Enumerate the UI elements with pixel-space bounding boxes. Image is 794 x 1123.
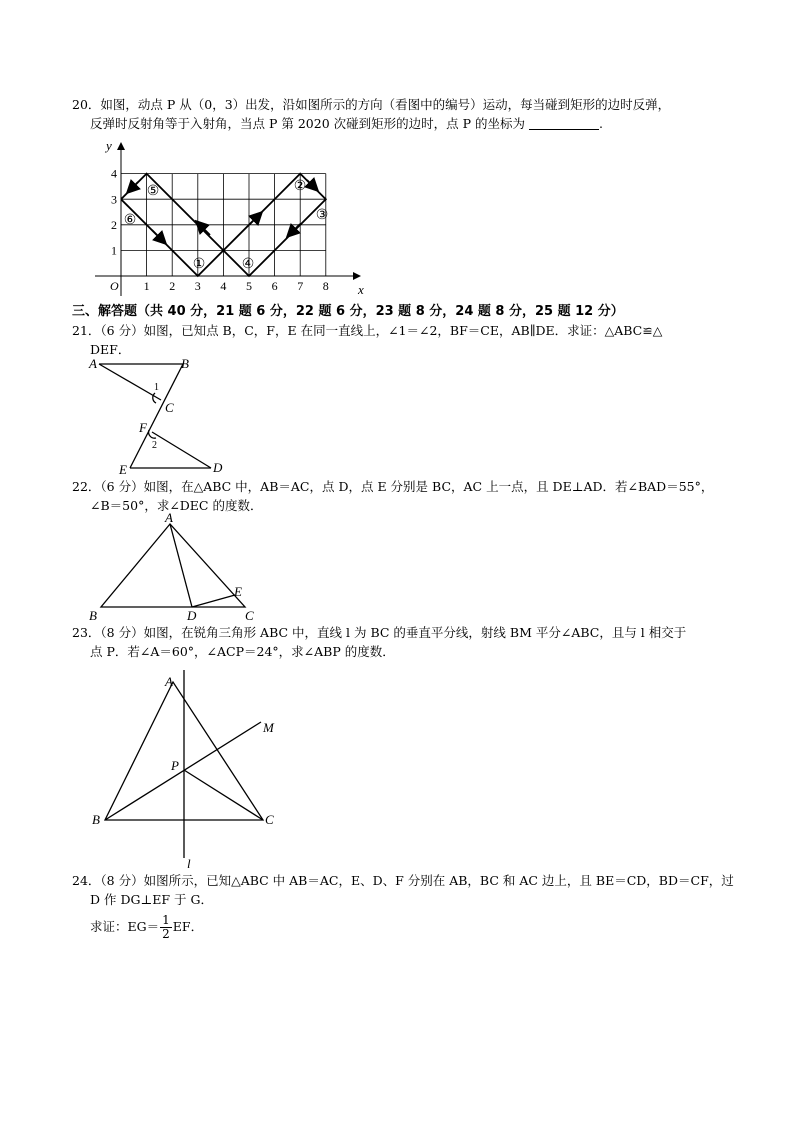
q21-line1: 21．（6 分）如图，已知点 B，C，F，E 在同一直线上，∠1＝∠2，BF＝CE，AB∥DE．求证：△ABC≌△ (72, 323, 663, 338)
q24-line3-prefix: 求证：EG＝ (90, 919, 160, 934)
y-tick: 3 (111, 192, 117, 207)
q24-line3 (90, 911, 203, 943)
marker-2: ② (293, 179, 307, 194)
q21-angle-2: 2 (152, 440, 157, 451)
y-tick: 4 (111, 166, 117, 181)
q20-line1: 20．如图，动点 P 从（0，3）出发，沿如图所示的方向（看图中的编号）运动，每当碰到矩形的边时反弹， (72, 97, 671, 112)
q22-label-E: E (234, 584, 242, 599)
marker-4: ④ (241, 257, 255, 272)
q24-line1: 24．（8 分）如图所示，已知△ABC 中 AB＝AC，E、D、F 分别在 AB，BC 和 AC 边上，且 BE＝CD，BD＝CF，过 (72, 873, 734, 888)
q23-label-P: P (171, 758, 179, 773)
x-tick: 5 (246, 279, 252, 293)
y-axis-label: y (106, 138, 112, 153)
x-tick: 4 (220, 279, 227, 293)
q24-line2: D 作 DG⊥EF 于 G． (90, 892, 213, 907)
q20-grid-figure (90, 138, 380, 298)
q22-line2: ∠B＝50°，求∠DEC 的度数． (90, 498, 263, 513)
x-tick: 6 (271, 279, 278, 293)
marker-1: ① (192, 257, 206, 272)
q23-label-A: A (165, 674, 173, 689)
q20-line2 (90, 115, 603, 133)
marker-6: ⑥ (123, 213, 137, 228)
y-tick: 2 (111, 217, 117, 232)
q22-figure (85, 510, 265, 625)
q22-label-B: B (89, 608, 97, 623)
q22-label-C: C (245, 608, 254, 623)
x-tick: 3 (194, 279, 201, 293)
q23-label-l: l (187, 856, 191, 871)
origin-label: O (110, 279, 119, 293)
q23-label-M: M (263, 720, 274, 735)
x-tick: 8 (322, 279, 329, 293)
x-tick: 7 (297, 279, 304, 293)
q23-line1: 23．（8 分）如图，在锐角三角形 ABC 中，直线 l 为 BC 的垂直平分线，射线 BM 平分∠ABC，且与 l 相交于 (72, 625, 687, 640)
fraction-numerator: 1 (162, 913, 170, 927)
q21-label-D: D (213, 460, 223, 475)
q20-period: . (598, 116, 603, 131)
q22-line1: 22．（6 分）如图，在△ABC 中，AB＝AC，点 D，点 E 分别是 BC，AC 上一点，且 DE⊥AD．若∠BAD＝55°， (72, 479, 714, 494)
q22-label-D: D (187, 608, 197, 623)
y-tick: 1 (111, 243, 117, 258)
q23-label-B: B (92, 812, 100, 827)
q23-line2: 点 P．若∠A＝60°，∠ACP＝24°，求∠ABP 的度数． (90, 644, 395, 659)
section-3-heading: 三、解答题（共 40 分，21 题 6 分，22 题 6 分，23 题 8 分，24 题 8 分，25 题 12 分） (72, 304, 624, 319)
q20-line2-text: 反弹时反射角等于入射角，当点 P 第 2020 次碰到矩形的边时，点 P 的坐标为 (90, 116, 525, 131)
marker-5: ⑤ (146, 184, 160, 199)
q21-label-E: E (119, 462, 127, 477)
q22-label-A: A (165, 510, 173, 525)
q24-line3-suffix: EF． (172, 919, 204, 934)
q21-line2: DEF． (90, 342, 131, 357)
q21-figure (85, 354, 235, 479)
q21-label-A: A (89, 356, 97, 371)
q23-figure (85, 662, 300, 874)
q23-label-C: C (265, 812, 274, 827)
q21-label-C: C (165, 400, 174, 415)
one-half-fraction (160, 914, 172, 941)
q21-label-B: B (181, 356, 189, 371)
answer-blank[interactable] (529, 117, 599, 130)
q21-label-F: F (139, 420, 147, 435)
x-tick: 1 (143, 279, 150, 293)
q21-angle-1: 1 (154, 382, 159, 393)
x-axis-label: x (358, 282, 364, 297)
x-tick: 2 (169, 279, 176, 293)
marker-3: ③ (315, 208, 329, 223)
fraction-denominator: 2 (162, 927, 170, 941)
